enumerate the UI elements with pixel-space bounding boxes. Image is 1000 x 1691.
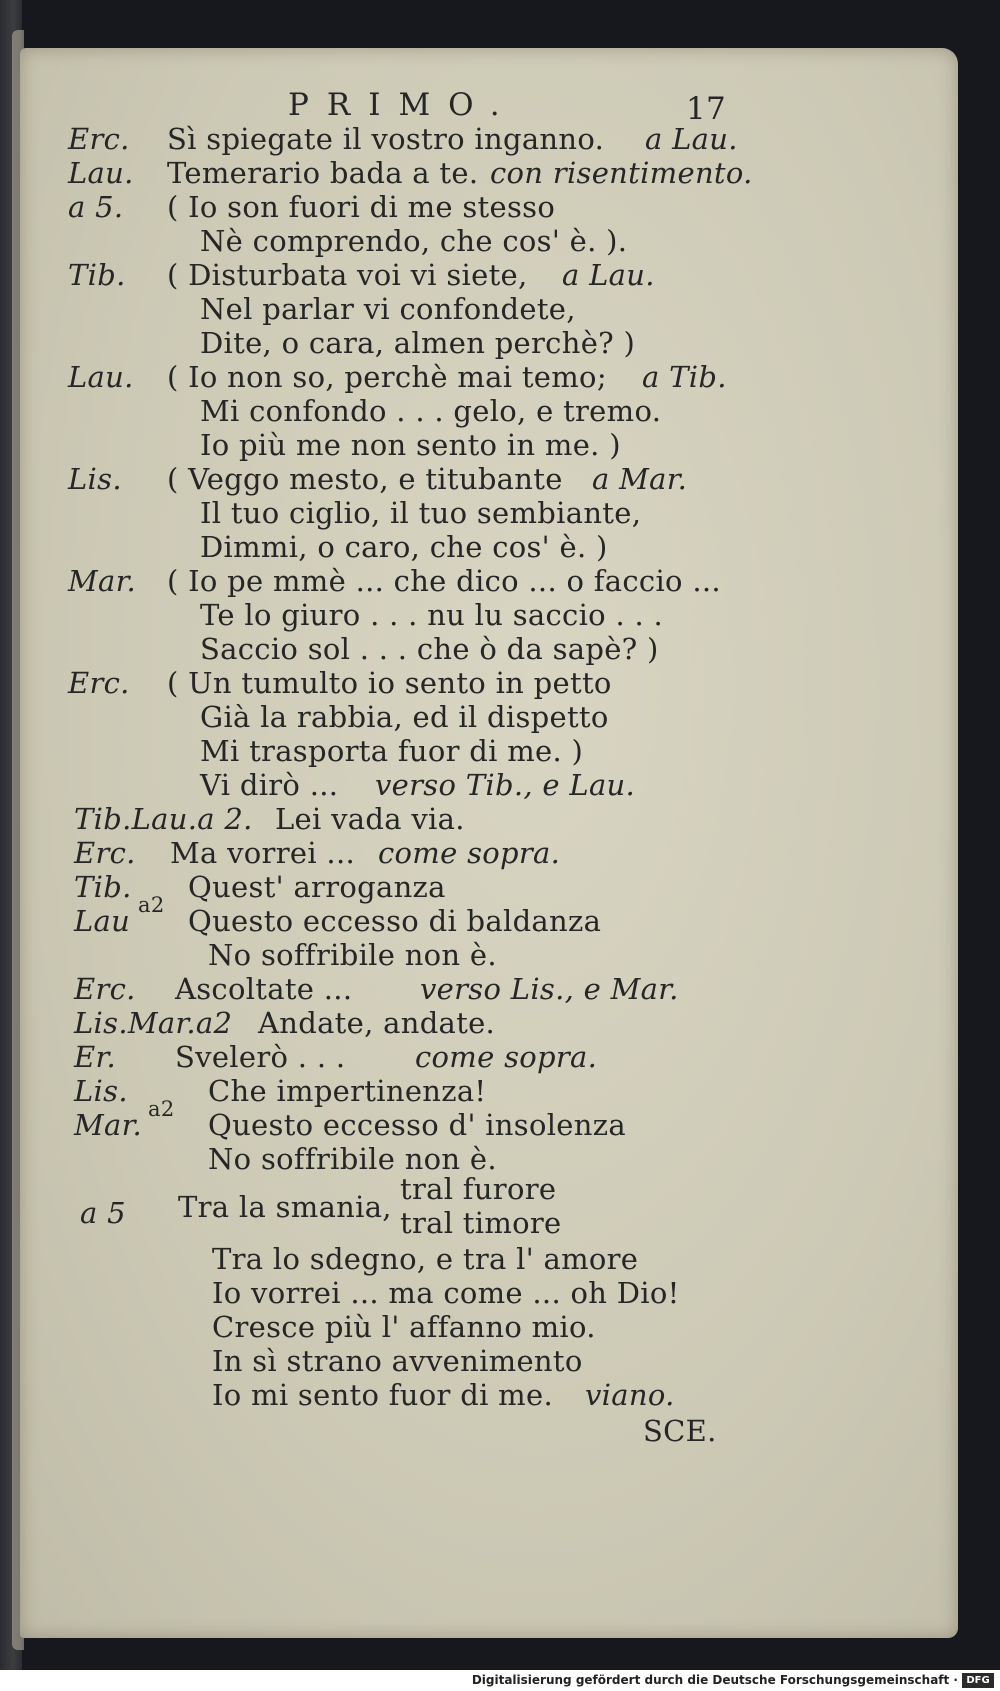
verse-line: No soffribile non è. bbox=[208, 938, 497, 972]
stage-direction: viano. bbox=[585, 1378, 675, 1412]
dfg-logo: DFG bbox=[962, 1673, 994, 1688]
digitization-footer bbox=[0, 1670, 1000, 1691]
verse-line: Che impertinenza! bbox=[208, 1074, 487, 1108]
verse-line: Vi dirò ... bbox=[200, 768, 339, 802]
verse-line: Io vorrei ... ma come ... oh Dio! bbox=[212, 1276, 680, 1310]
stage-direction: con risentimento. bbox=[490, 156, 753, 190]
stage-direction: a Lau. bbox=[562, 258, 655, 292]
speaker: Erc. bbox=[68, 122, 130, 156]
book-page bbox=[20, 48, 958, 1638]
page-number: 17 bbox=[686, 91, 727, 127]
verse-line: ( Disturbata voi vi siete, bbox=[167, 258, 528, 292]
stage-direction: a Tib. bbox=[642, 360, 727, 394]
verse-line: Mi trasporta fuor di me. ) bbox=[200, 734, 584, 768]
verse-line: ( Un tumulto io sento in petto bbox=[167, 666, 612, 700]
speaker: Lis. bbox=[68, 462, 122, 496]
speaker: Er. bbox=[74, 1040, 116, 1074]
stage-direction: verso Lis., e Mar. bbox=[420, 972, 679, 1006]
verse-line: Te lo giuro . . . nu lu saccio . . . bbox=[200, 598, 664, 632]
verse-line: Tra la smania, bbox=[178, 1190, 392, 1224]
stage-direction: come sopra. bbox=[415, 1040, 598, 1074]
verse-line: Questo eccesso d' insolenza bbox=[208, 1108, 626, 1142]
speaker: Tib.Lau.a 2. bbox=[74, 802, 253, 836]
speaker: Lau. bbox=[68, 156, 134, 190]
speaker: Erc. bbox=[74, 836, 136, 870]
verse-line: Cresce più l' affanno mio. bbox=[212, 1310, 596, 1344]
verse-line: Già la rabbia, ed il dispetto bbox=[200, 700, 609, 734]
verse-line: Temerario bada a te. bbox=[167, 156, 479, 190]
verse-line: Nel parlar vi confondete, bbox=[200, 292, 576, 326]
speaker: Mar. bbox=[68, 564, 137, 598]
speaker: Lau. bbox=[68, 360, 134, 394]
verse-line: Saccio sol . . . che ò da sapè? ) bbox=[200, 632, 659, 666]
running-head: PRIMO. bbox=[288, 87, 518, 123]
verse-line: ( Io son fuori di me stesso bbox=[167, 190, 556, 224]
stage-direction: come sopra. bbox=[378, 836, 561, 870]
verse-line: Sì spiegate il vostro inganno. bbox=[167, 122, 605, 156]
verse-line: Nè comprendo, che cos' è. ). bbox=[200, 224, 628, 258]
speaker: Lis. bbox=[74, 1074, 128, 1108]
speaker: Lau bbox=[74, 904, 131, 938]
verse-branch-bottom: tral timore bbox=[400, 1206, 562, 1240]
speaker: Mar. bbox=[74, 1108, 143, 1142]
verse-line: Il tuo ciglio, il tuo sembiante, bbox=[200, 496, 642, 530]
verse-line: ( Io non so, perchè mai temo; bbox=[167, 360, 607, 394]
footer-credit: Digitalisierung gefördert durch die Deutsche Forschungsgemeinschaft · bbox=[471, 1673, 958, 1687]
verse-line: ( Veggo mesto, e titubante bbox=[167, 462, 563, 496]
verse-line: ( Io pe mmè ... che dico ... o faccio ... bbox=[167, 564, 721, 598]
verse-line: No soffribile non è. bbox=[208, 1142, 497, 1176]
verse-line: Dite, o cara, almen perchè? ) bbox=[200, 326, 636, 360]
stage-direction: verso Tib., e Lau. bbox=[375, 768, 636, 802]
a2-mark: a2 bbox=[148, 1097, 175, 1121]
verse-line: Questo eccesso di baldanza bbox=[188, 904, 602, 938]
verse-line: Svelerò . . . bbox=[175, 1040, 346, 1074]
verse-line: In sì strano avvenimento bbox=[212, 1344, 583, 1378]
speaker: Erc. bbox=[68, 666, 130, 700]
speaker: Tib. bbox=[68, 258, 126, 292]
verse-line: Quest' arroganza bbox=[188, 870, 446, 904]
verse-line: Ma vorrei ... bbox=[170, 836, 355, 870]
speaker: Lis.Mar.a2 bbox=[74, 1006, 233, 1040]
verse-line: Lei vada via. bbox=[275, 802, 465, 836]
verse-line: Andate, andate. bbox=[258, 1006, 496, 1040]
a2-mark: a2 bbox=[138, 893, 165, 917]
stage-direction: a Mar. bbox=[592, 462, 688, 496]
verse-line: Ascoltate ... bbox=[175, 972, 353, 1006]
verse-line: Mi confondo . . . gelo, e tremo. bbox=[200, 394, 662, 428]
verse-branch-top: tral furore bbox=[400, 1172, 557, 1206]
stage-direction: a Lau. bbox=[645, 122, 738, 156]
speaker: Tib. bbox=[74, 870, 132, 904]
verse-line: Dimmi, o caro, che cos' è. ) bbox=[200, 530, 608, 564]
verse-line: Tra lo sdegno, e tra l' amore bbox=[212, 1242, 639, 1276]
speaker: Erc. bbox=[74, 972, 136, 1006]
verse-line: Io più me non sento in me. ) bbox=[200, 428, 621, 462]
speaker: a 5. bbox=[68, 190, 124, 224]
speaker: a 5 bbox=[80, 1196, 126, 1230]
catchword: SCE. bbox=[643, 1414, 717, 1448]
verse-line: Io mi sento fuor di me. bbox=[212, 1378, 553, 1412]
